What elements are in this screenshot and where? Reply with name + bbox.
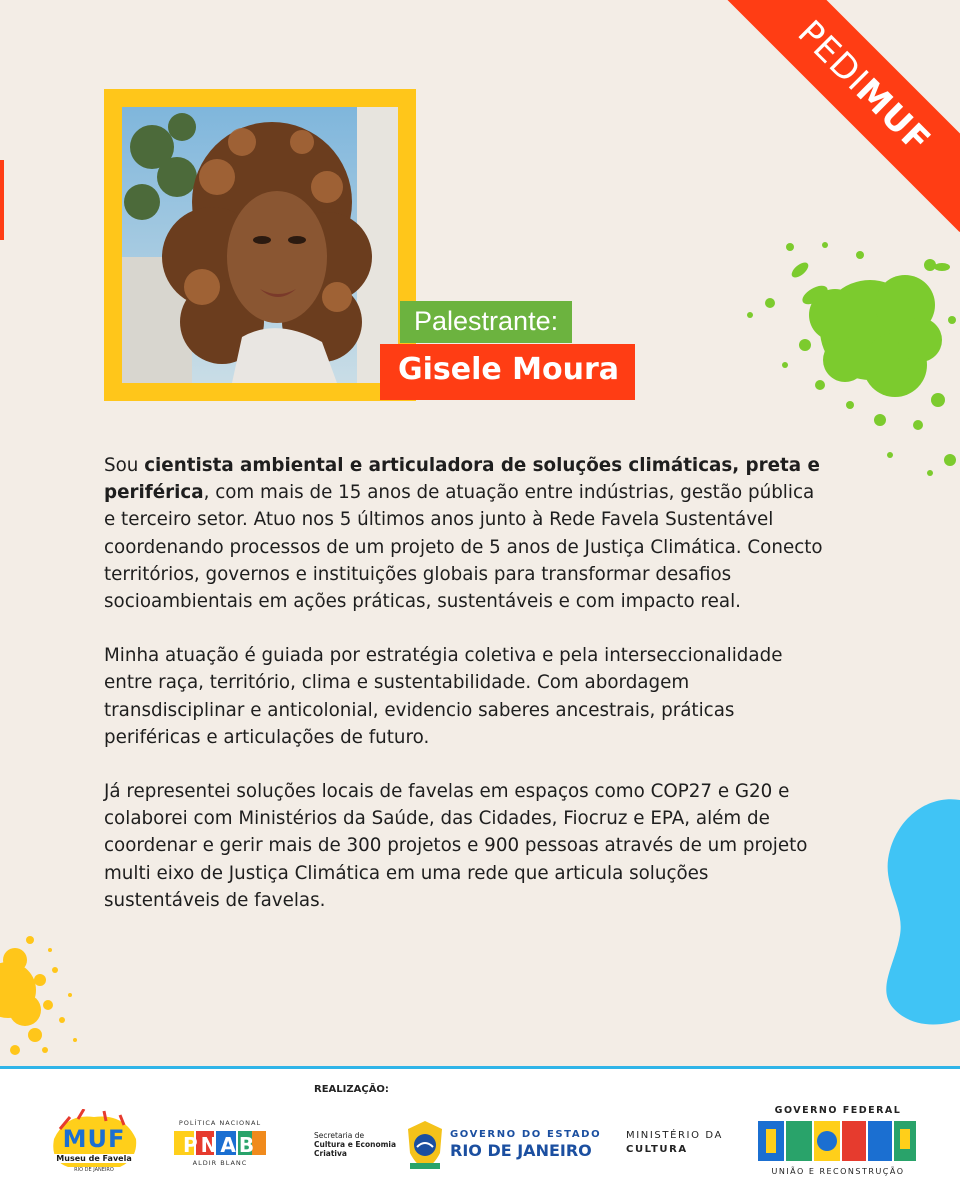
- speaker-role-label: Palestrante:: [400, 301, 572, 343]
- rj-coat-of-arms-icon: [404, 1119, 446, 1171]
- secretaria-cultura-logo: [314, 1131, 404, 1158]
- governo-rj-logo: [404, 1119, 604, 1173]
- speaker-name: Gisele Moura: [380, 344, 635, 400]
- federal-bottom-label: UNIÃO E RECONSTRUÇÃO: [771, 1167, 905, 1176]
- secretaria-line-2: Cultura e Economia: [314, 1140, 397, 1149]
- bio-paragraph-2: Minha atuação é guiada por estratégia coletiva e pela interseccionalidade entre raça, território, clima e sustentabilidade. Com abordagem transdisciplinar e anticolonial, evidencio saberes ancestrais, práticas periféricas e articulações de futuro.: [104, 645, 783, 748]
- realizacao-label: REALIZAÇÃO:: [314, 1084, 389, 1095]
- pnab-top-label: POLÍTICA NACIONAL: [178, 1119, 262, 1127]
- ministerio-line-2: CULTURA: [626, 1144, 688, 1155]
- muf-city: RIO DE JANEIRO: [74, 1167, 114, 1173]
- yellow-paint-splash: [0, 910, 110, 1060]
- secretaria-line-3: Criativa: [314, 1149, 347, 1158]
- pnab-mark-text: PNAB: [182, 1133, 258, 1157]
- speaker-photo: [122, 107, 398, 383]
- governo-federal-logo: [758, 1105, 918, 1185]
- ministerio-cultura-logo: [626, 1129, 741, 1157]
- federal-top-label: GOVERNO FEDERAL: [774, 1105, 902, 1116]
- secretaria-line-1: Secretaria de: [314, 1131, 365, 1140]
- green-paint-splash: [730, 225, 960, 485]
- ribbon-label: PEDIMUF: [789, 12, 939, 162]
- decorative-left-red-strip: [0, 160, 6, 240]
- pnab-bottom-label: ALDIR BLANC: [192, 1159, 248, 1167]
- bio-paragraph-3: Já representei soluções locais de favelas em espaços como COP27 e G20 e colaborei com Ministérios da Saúde, das Cidades, Fiocruz e EPA, além de coordenar e gerir mais de 300 projetos e 900 pessoas através de um projeto multi eixo de Justiça Climática em uma rede que articula soluções sustentáveis de favelas.: [104, 781, 808, 911]
- bio-paragraph-1: Sou cientista ambiental e articuladora de soluções climáticas, preta e periférica, com mais de 15 anos de atuação entre indústrias, gestão pública e terceiro setor. Atuo nos 5 últimos anos junto à Rede Favela Sustentável coordenando processos de um projeto de 5 anos de Justiça Climática. Conecto territórios, governos e instituições globais para transformar desafios socioambientais em ações práticas, sustentáveis e com impacto real.: [104, 455, 823, 613]
- speaker-photo-frame: [104, 89, 416, 401]
- muf-subtitle: Museu de Favela: [52, 1154, 136, 1163]
- speaker-bio: [104, 452, 824, 941]
- ministerio-line-1: MINISTÉRIO DA: [626, 1130, 723, 1141]
- blue-blob-shape: [860, 795, 960, 1030]
- muf-mark: MUF: [62, 1125, 126, 1153]
- governo-rj-line-1: GOVERNO DO ESTADO: [450, 1129, 602, 1140]
- sponsor-footer: [0, 1066, 960, 1200]
- pnab-logo: [170, 1119, 270, 1169]
- corner-ribbon: [719, 0, 960, 232]
- muf-logo: [46, 1109, 142, 1179]
- governo-rj-line-2: RIO DE JANEIRO: [450, 1141, 592, 1160]
